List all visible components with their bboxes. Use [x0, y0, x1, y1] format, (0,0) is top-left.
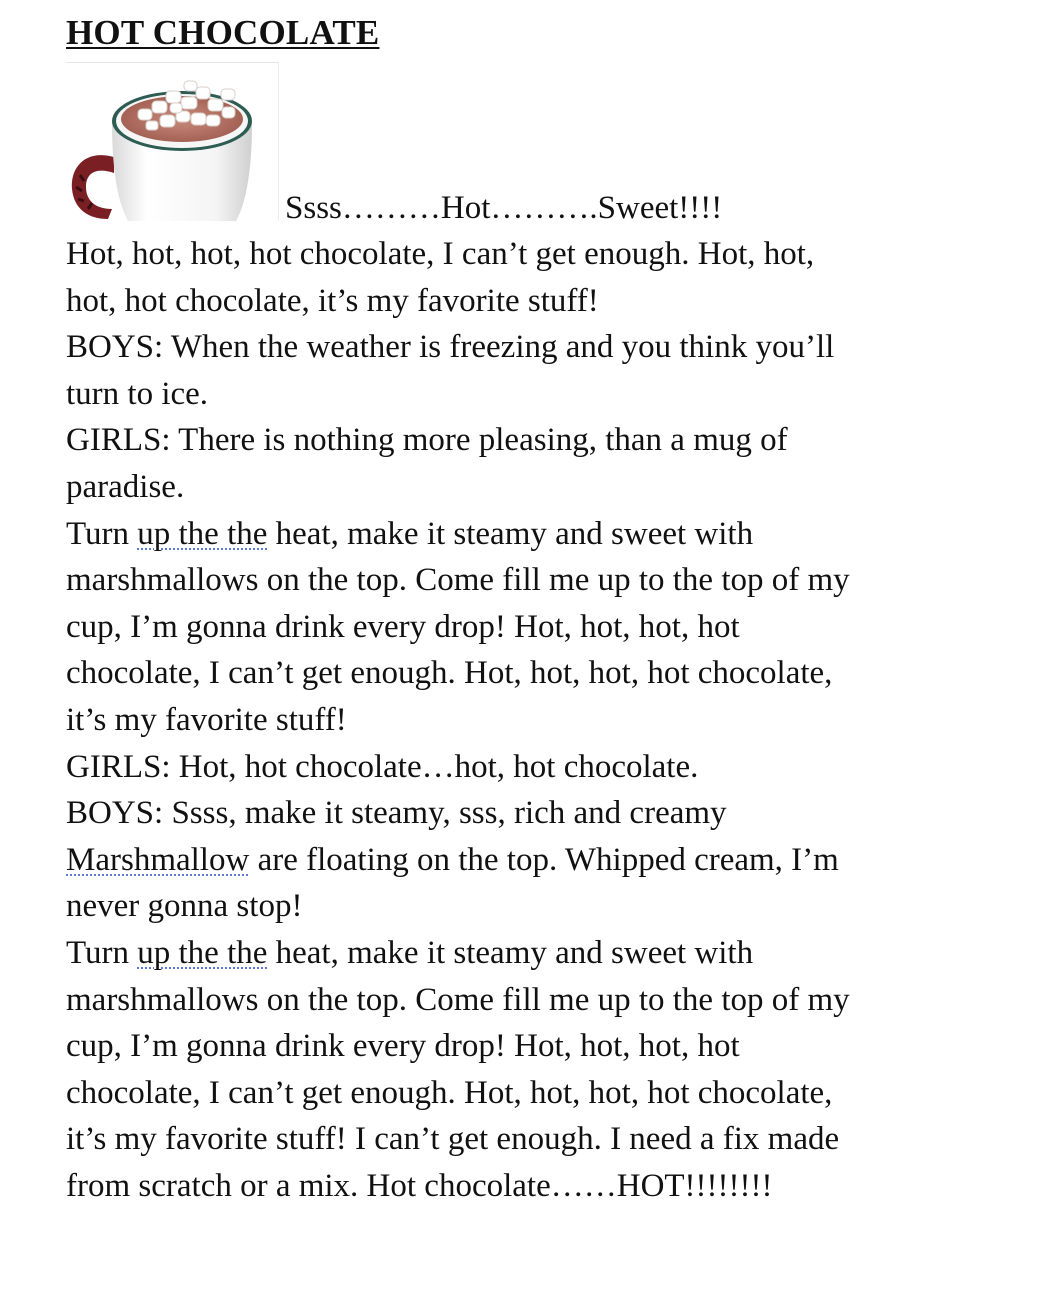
lyric-line: GIRLS: There is nothing more pleasing, than a mug of	[66, 422, 788, 459]
lyric-text: Turn	[66, 515, 138, 552]
document-title: HOT CHOCOLATE	[66, 13, 380, 52]
lyric-line: turn to ice.	[66, 375, 209, 412]
lyric-line: BOYS: Ssss, make it steamy, sss, rich and creamy	[66, 795, 727, 832]
lyric-line: chocolate, I can’t get enough. Hot, hot, hot, hot chocolate,	[66, 655, 833, 692]
lyric-line: from scratch or a mix. Hot chocolate……HOT!!!!!!!!	[66, 1167, 773, 1204]
lyric-line: marshmallows on the top. Come fill me up to the top of my	[66, 981, 850, 1018]
lyric-line: hot, hot chocolate, it’s my favorite stuff!	[66, 282, 599, 319]
lyric-line: never gonna stop!	[66, 888, 303, 925]
lyric-line: GIRLS: Hot, hot chocolate…hot, hot chocolate.	[66, 748, 699, 785]
lyric-line: Hot, hot, hot, hot chocolate, I can’t get enough. Hot, hot,	[66, 236, 815, 272]
lyric-line: it’s my favorite stuff!	[66, 701, 347, 738]
lyrics-body	[66, 231, 1016, 1209]
lyric-line: cup, I’m gonna drink every drop! Hot, hot, hot, hot	[66, 608, 740, 645]
hot-chocolate-mug-image	[66, 62, 279, 221]
lyric-line: paradise.	[66, 468, 185, 505]
lyric-text: are floating on the top. Whipped cream, I’m	[249, 841, 839, 878]
lyric-line	[66, 837, 1016, 884]
spellcheck-underlined-text: up the the	[137, 515, 268, 552]
lyric-line: marshmallows on the top. Come fill me up to the top of my	[66, 562, 850, 599]
lyric-line	[66, 511, 1016, 558]
intro-line: Ssss………Hot……….Sweet!!!!	[285, 190, 723, 226]
lyric-line	[66, 930, 1016, 977]
lyric-line: BOYS: When the weather is freezing and you think you’ll	[66, 329, 835, 366]
spellcheck-underlined-text: Marshmallow	[66, 841, 250, 878]
lyric-line: chocolate, I can’t get enough. Hot, hot, hot, hot chocolate,	[66, 1074, 833, 1111]
lyric-text: heat, make it steamy and sweet with	[267, 934, 754, 971]
spellcheck-underlined-text: up the the	[137, 934, 268, 971]
lyric-text: heat, make it steamy and sweet with	[267, 515, 754, 552]
mug-icon	[66, 63, 278, 221]
lyric-line: cup, I’m gonna drink every drop! Hot, hot, hot, hot	[66, 1028, 740, 1065]
lyric-line: it’s my favorite stuff! I can’t get enough. I need a fix made	[66, 1121, 840, 1158]
lyric-text: Turn	[66, 934, 138, 971]
